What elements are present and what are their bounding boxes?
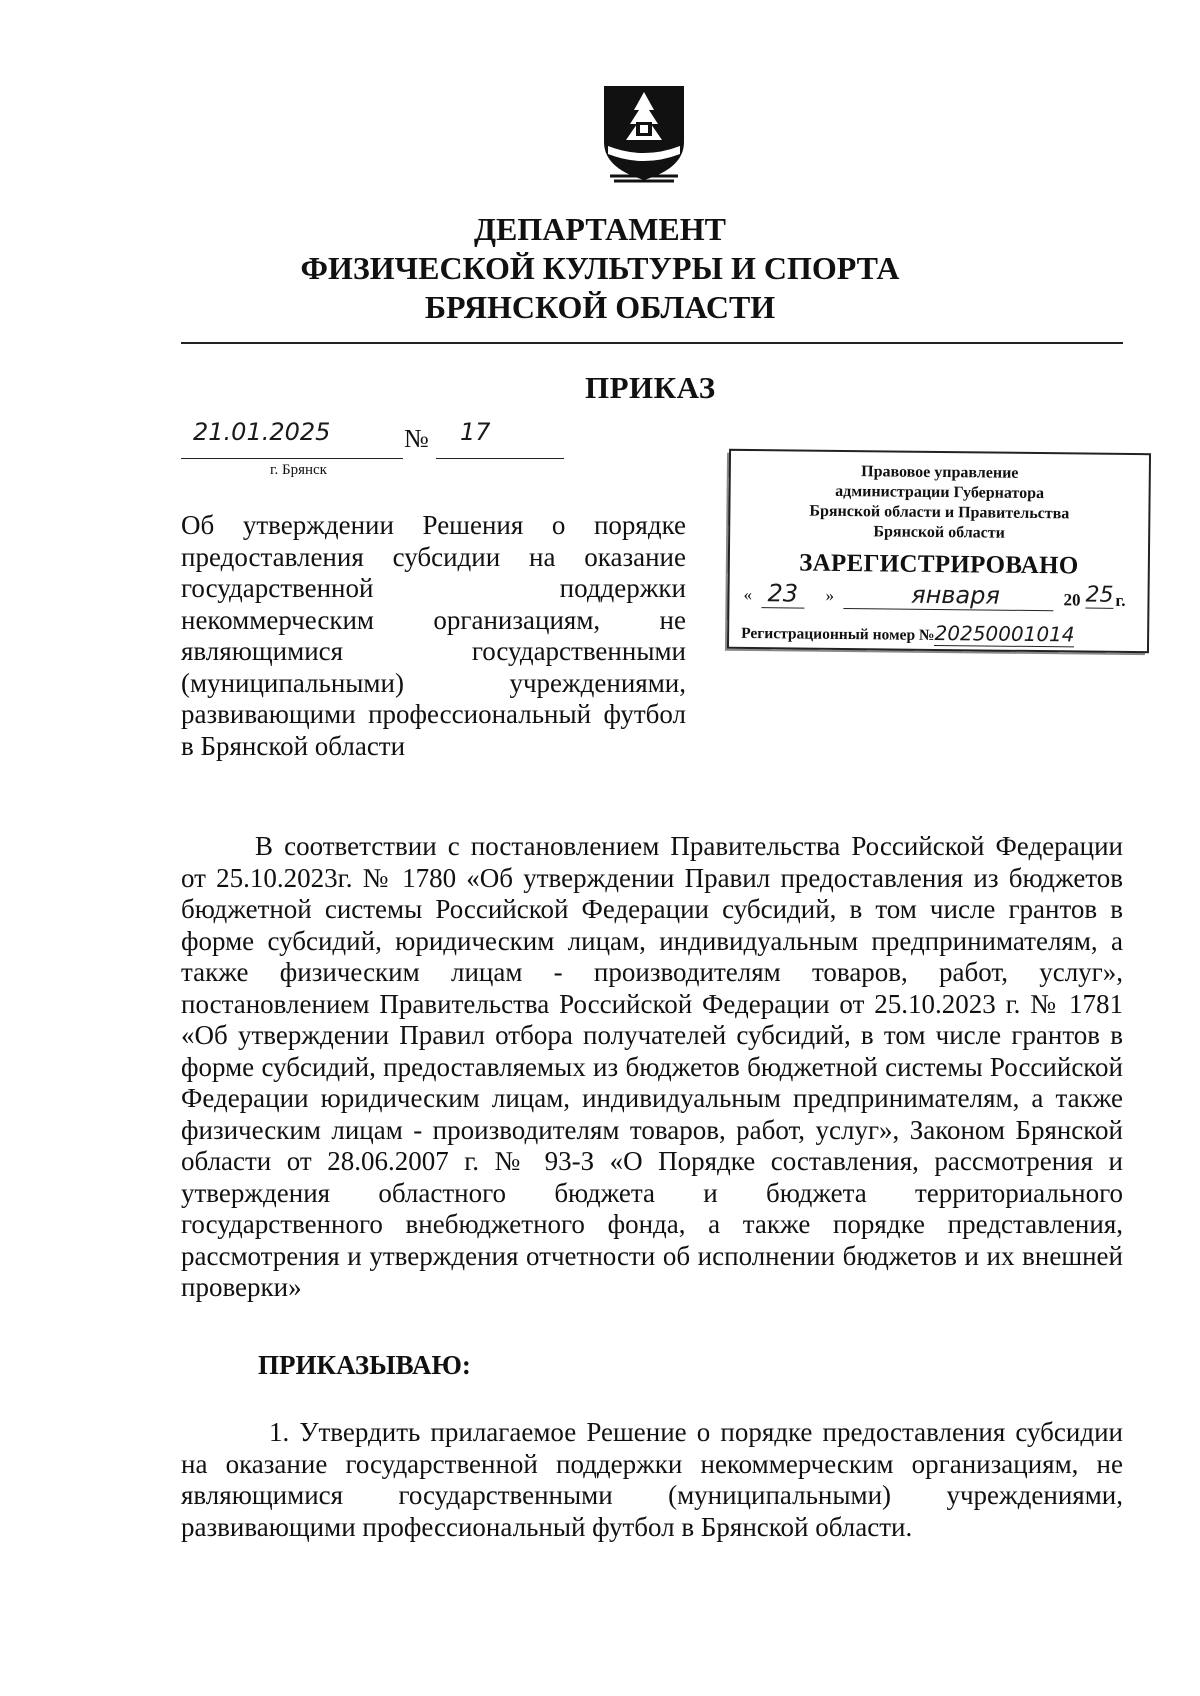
stamp-year-prefix: 20 <box>1063 590 1081 610</box>
order-number-label: № <box>404 424 429 453</box>
stamp-quote-open: « <box>743 584 753 605</box>
registration-stamp <box>727 449 1151 653</box>
stamp-org-line-2: администрации Губернатора <box>835 482 1045 503</box>
order-date-handwritten: 21.01.2025 <box>193 418 331 446</box>
stamp-month-handwritten: января <box>843 580 1053 611</box>
order-item-1: 1. Утвердить прилагаемое Решение о порядке предоставления субсидии на оказание государственной поддержки некоммерческим организациям, не являющимися государственными (муниципальными) учреждениями, развивающими профессиональный футбол в Брянской области. <box>181 1417 1123 1542</box>
stamp-regnum-label: Регистрационный номер № <box>741 624 935 644</box>
order-subject: Об утверждении Решения о порядке предоставления субсидии на оказание государственной поддержки некоммерческим организациям, не являющимися государственными (муниципальными) учреждениями, развивающими профессиональный футбол в Брянской области <box>181 510 686 761</box>
stamp-year-suffix: г. <box>1115 590 1126 610</box>
department-name-line-2: ФИЗИЧЕСКОЙ КУЛЬТУРЫ И СПОРТА <box>300 250 900 286</box>
stamp-date-row <box>743 579 1135 617</box>
order-city: г. Брянск <box>270 462 327 478</box>
stamp-org-line-3: Брянской области и Правительства <box>809 502 1070 523</box>
coat-of-arms-emblem <box>600 80 688 186</box>
order-directive-word: ПРИКАЗЫВАЮ: <box>258 1350 471 1380</box>
stamp-year-handwritten: 25 <box>1085 582 1114 608</box>
department-name-line-3: БРЯНСКОЙ ОБЛАСТИ <box>424 289 776 325</box>
stamp-status: ЗАРЕГИСТРИРОВАНО <box>799 549 1079 580</box>
stamp-organization <box>730 461 1149 545</box>
department-name-line-1: ДЕПАРТАМЕНТ <box>474 211 726 247</box>
stamp-day-handwritten: 23 <box>761 579 804 608</box>
stamp-org-line-4: Брянской области <box>873 523 1005 542</box>
stamp-quote-close: » <box>825 585 835 605</box>
stamp-registration-number-row <box>741 619 1141 647</box>
stamp-regnum-handwritten: 20250001014 <box>934 620 1075 647</box>
document-type-title: ПРИКАЗ <box>585 370 716 405</box>
order-number-handwritten: 17 <box>460 418 491 446</box>
preamble-paragraph: В соответствии с постановлением Правительства Российской Федерации от 25.10.2023г. № 1780 «Об утверждении Правил предоставления из бюджетов бюджетной системы Российской Федерации субсидий, в том числе грантов в форме субсидий, юридическим лицам, индивидуальным предпринимателям, а также физическим лицам - производителям товаров, работ, услуг», постановлением Правительства Российской Федерации от 25.10.2023 г. № 1781 «Об утверждении Правил отбора получателей субсидий, в том числе грантов в форме субсидий, предоставляемых из бюджетов бюджетной системы Российской Федерации юридическим лицам, индивидуальным предпринимателям, а также физическим лицам - производителям товаров, работ, услуг», Законом Брянской области от 28.06.2007 г. № 93-З «О Порядке составления, рассмотрения и утверждения областного бюджета и бюджета территориального государственного внебюджетного фонда, а также порядке представления, рассмотрения и утверждения отчетности об исполнении бюджетов и их внешней проверки» <box>181 831 1123 1302</box>
header-divider <box>181 342 1123 344</box>
order-number-field <box>436 418 564 459</box>
order-date-field <box>181 418 403 459</box>
stamp-org-line-1: Правовое управление <box>861 463 1019 482</box>
